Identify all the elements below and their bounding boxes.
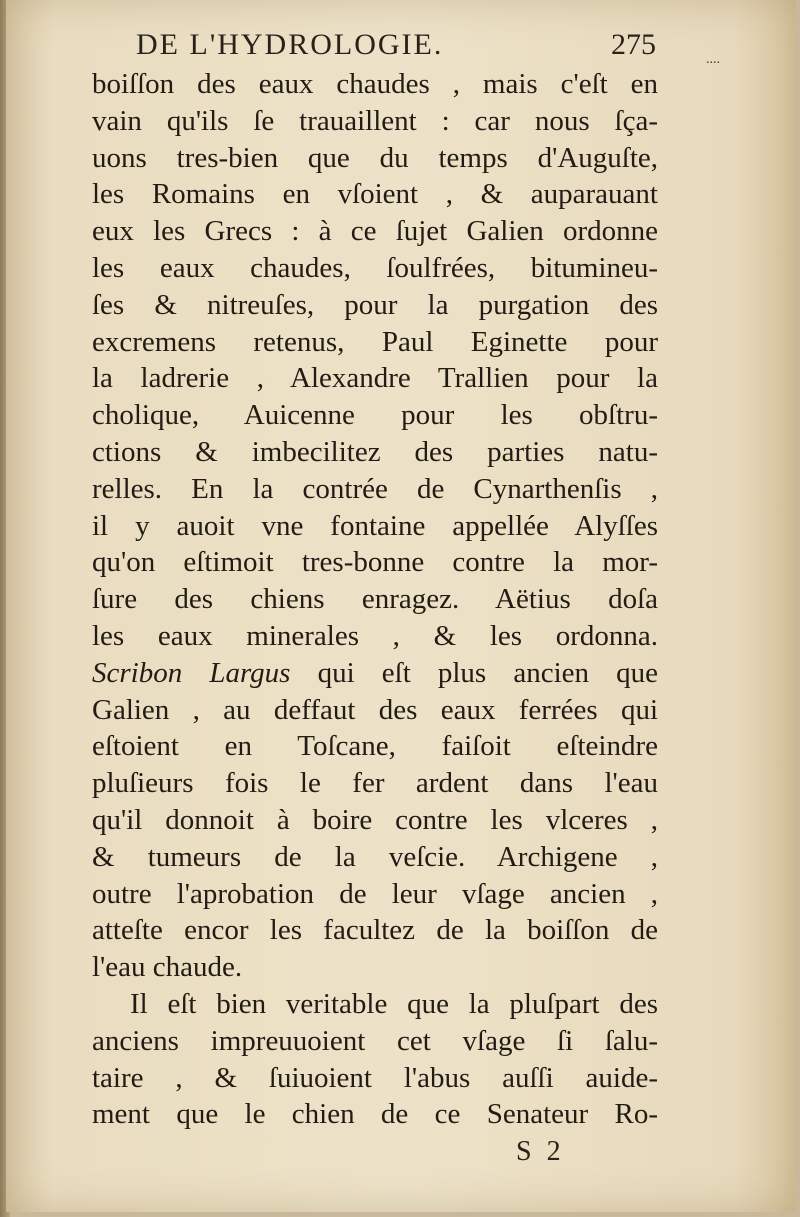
text-line: taire , & ſuiuoient l'abus auſſi auide-	[92, 1061, 658, 1094]
text-line: l'eau chaude.	[92, 951, 243, 984]
text-line: ctions & imbecilitez des parties natu-	[92, 435, 658, 468]
text-line: qu'on eſtimoit tres-bonne contre la mor-	[92, 546, 658, 579]
text-line: les eaux minerales , & les ordonna.	[92, 619, 658, 652]
text-line-with-name	[92, 655, 658, 692]
text-line: Il eſt bien veritable que la pluſpart des	[130, 987, 658, 1020]
text-line: excremens retenus, Paul Eginette pour	[92, 325, 658, 358]
text-line: outre l'aprobation de leur vſage ancien ,	[92, 877, 658, 910]
text-line: les eaux chaudes, ſoulfrées, bitumineu-	[92, 251, 658, 284]
text-line: les Romains en vſoient , & auparauant	[92, 178, 658, 211]
text-line: atteſte encor les facultez de la boiſſon de	[92, 914, 658, 947]
text-line: ment que le chien de ce Senateur Ro-	[92, 1098, 658, 1131]
text-line: uons tres-bien que du temps d'Auguſte,	[92, 141, 658, 174]
margin-mark: ....	[706, 52, 720, 67]
text-line: qu'il donnoit à boire contre les vlceres ,	[92, 803, 658, 836]
text-line: eux les Grecs : à ce ſujet Galien ordonne	[92, 215, 658, 248]
text-line: ſes & nitreuſes, pour la purgation des	[92, 288, 658, 321]
text-line: anciens impreuuoient cet vſage ſi ſalu-	[92, 1024, 658, 1057]
text-line: vain qu'ils ſe trauaillent : car nous ſça-	[92, 104, 658, 137]
page-number: 275	[611, 28, 656, 61]
signature-mark: S 2	[516, 1136, 565, 1167]
text-line: il y auoit vne fontaine appellée Alyſſes	[92, 509, 658, 542]
text-line: cholique, Auicenne pour les obſtru-	[92, 399, 658, 432]
text-line: boiſſon des eaux chaudes , mais c'eſt en	[92, 68, 658, 100]
running-head: DE L'HYDROLOGIE.	[136, 28, 444, 61]
page-header	[136, 28, 656, 68]
text-line: pluſieurs fois le fer ardent dans l'eau	[92, 767, 658, 800]
body-text	[92, 66, 658, 1133]
text-line: Galien , au deffaut des eaux ferrées qui	[92, 693, 658, 726]
text-line: eſtoient en Toſcane, faiſoit eſteindre	[92, 730, 658, 763]
text-line: & tumeurs de la veſcie. Archigene ,	[92, 840, 658, 873]
text-line: la ladrerie , Alexandre Trallien pour la	[92, 362, 658, 395]
italic-name: Scribon Largus	[92, 656, 291, 689]
book-page	[6, 0, 796, 1212]
text-line: ſure des chiens enragez. Aëtius doſa	[92, 583, 658, 616]
text-line: relles. En la contrée de Cynarthenſis ,	[92, 472, 658, 505]
text-line-rest: qui eſt plus ancien que	[317, 656, 659, 689]
